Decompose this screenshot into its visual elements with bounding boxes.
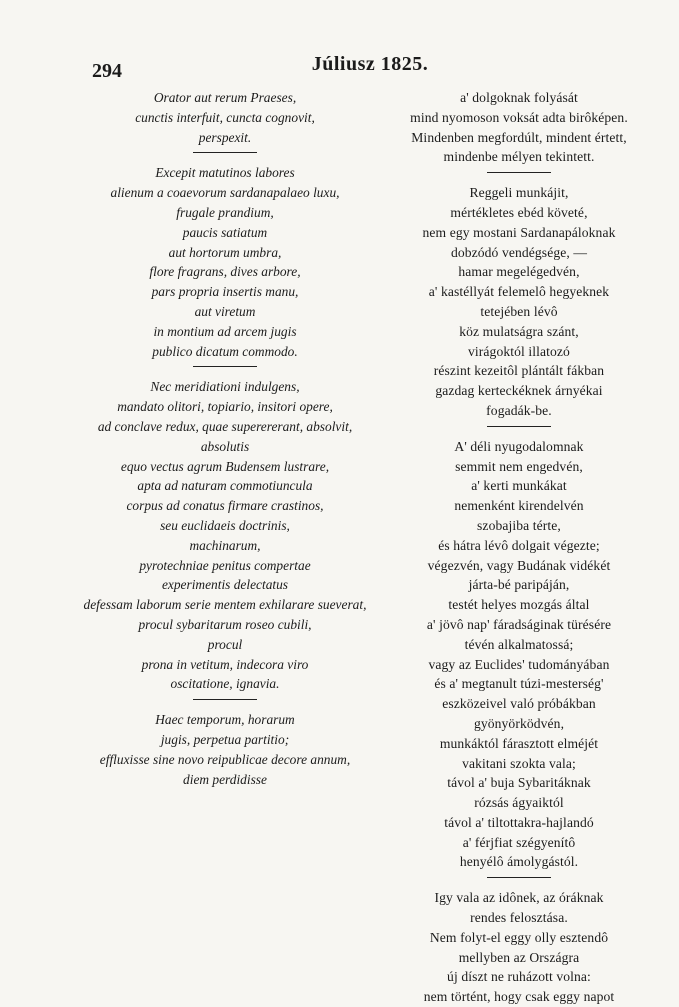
latin-text-line: oscitatione, ignavia. bbox=[170, 676, 280, 692]
hungarian-text-line: nem egy mostani Sardanapáloknak bbox=[422, 224, 616, 240]
latin-text-line: machinarum, bbox=[189, 537, 261, 553]
latin-text-line: equo vectus agrum Budensem lustrare, bbox=[120, 458, 330, 474]
latin-text-line: diem perdidisse bbox=[183, 771, 267, 787]
hungarian-text-line: vakitani szokta vala; bbox=[462, 755, 576, 771]
hungarian-text-line: és a' megtanult túzi-mesterség' bbox=[434, 676, 604, 692]
hungarian-text-line: A' déli nyugodalomnak bbox=[454, 438, 584, 454]
hungarian-text-line: a' férjfiat szégyenítô bbox=[462, 834, 576, 850]
hungarian-column bbox=[378, 88, 660, 1007]
hungarian-text-line: semmit nem engedvén, bbox=[455, 458, 583, 474]
latin-text-line: Haec temporum, horarum bbox=[155, 712, 295, 728]
hungarian-text-line: hamar megelégedvén, bbox=[458, 264, 580, 280]
latin-text-line: defessam laborum serie mentem exhilarare sueverat, bbox=[83, 597, 367, 613]
hungarian-text-line: mind nyomoson voksát adta birôképen. bbox=[410, 109, 628, 125]
hungarian-text-line: távol a' buja Sybaritáknak bbox=[447, 775, 591, 791]
latin-text-line: pars propria insertis manu, bbox=[151, 284, 299, 300]
hungarian-text-line: Mindenben megfordúlt, mindent értett, bbox=[411, 129, 627, 145]
latin-text-line: pyrotechniae penitus compertae bbox=[139, 557, 311, 573]
hungarian-text-line: nemenként kirendelvén bbox=[454, 498, 584, 514]
latin-text-line: flore fragrans, dives arbore, bbox=[149, 264, 301, 280]
hungarian-text-line: Igy vala az idônek, az óráknak bbox=[434, 890, 604, 906]
hungarian-text-line: új díszt ne ruházott volna: bbox=[447, 969, 591, 985]
hungarian-text-line: tetejében lévô bbox=[480, 303, 558, 319]
latin-text-line: publico dicatum commodo. bbox=[152, 343, 298, 359]
hungarian-text-line: testét helyes mozgás által bbox=[448, 597, 590, 613]
latin-text-line: perspexit. bbox=[198, 129, 252, 145]
latin-text-line: procul bbox=[207, 636, 243, 652]
hungarian-text-line: mindenbe mélyen tekintett. bbox=[443, 149, 595, 165]
latin-column bbox=[80, 88, 370, 789]
section-rule bbox=[487, 426, 551, 427]
latin-text-line: ad conclave redux, quae superererant, absolvit, bbox=[97, 418, 353, 434]
hungarian-text-line: virágoktól illatozó bbox=[468, 343, 570, 359]
hungarian-text-line: szobajiba térte, bbox=[477, 517, 561, 533]
section-rule bbox=[487, 172, 551, 173]
hungarian-text-line: gyönyörködvén, bbox=[473, 715, 565, 731]
hungarian-text-line: nem történt, hogy csak eggy napot bbox=[423, 989, 615, 1005]
latin-text-line: prona in vetitum, indecora viro bbox=[141, 656, 309, 672]
hungarian-text-line: mellyben az Országra bbox=[458, 949, 580, 965]
hungarian-text-line: járta-bé paripáján, bbox=[468, 577, 570, 593]
latin-text-line: procul sybaritarum roseo cubili, bbox=[138, 616, 312, 632]
hungarian-text-line: fogadák-be. bbox=[486, 402, 552, 418]
hungarian-text-line: gazdag kerteckéknek árnyékai bbox=[435, 383, 603, 399]
latin-text-line: in montium ad arcem jugis bbox=[153, 323, 297, 339]
latin-text-line: mandato olitori, topiario, insitori opere, bbox=[117, 399, 333, 415]
latin-text-line: frugale prandium, bbox=[176, 204, 274, 220]
section-rule bbox=[193, 699, 257, 700]
hungarian-text-line: és hátra lévô dolgait végezte; bbox=[438, 537, 600, 553]
hungarian-text-line: rózsás ágyaiktól bbox=[474, 795, 564, 811]
hungarian-text-line: vagy az Euclides' tudományában bbox=[428, 656, 610, 672]
hungarian-text-line: munkáktól fárasztott elméjét bbox=[439, 735, 599, 751]
hungarian-text-line: végezvén, vagy Budának vidékét bbox=[427, 557, 611, 573]
hungarian-text-line: mértékletes ebéd követé, bbox=[450, 204, 588, 220]
section-rule bbox=[193, 152, 257, 153]
hungarian-text-line: a' dolgoknak folyását bbox=[460, 90, 578, 105]
latin-text-line: Nec meridiationi indulgens, bbox=[150, 379, 300, 395]
hungarian-text-line: tévén alkalmatossá; bbox=[464, 636, 574, 652]
running-header: Júliusz 1825. bbox=[311, 53, 429, 75]
latin-text-line: aut viretum bbox=[194, 303, 256, 319]
latin-text-line: absolutis bbox=[200, 438, 250, 454]
latin-text-line: Excepit matutinos labores bbox=[155, 165, 295, 181]
hungarian-text-line: Reggeli munkájit, bbox=[469, 185, 569, 201]
hungarian-text-line: eszközeivel való próbákban bbox=[442, 696, 596, 712]
hungarian-text-line: távol a' tiltottakra-hajlandó bbox=[444, 814, 594, 830]
page-number: 294 bbox=[92, 60, 122, 82]
hungarian-text-line: rendes felosztása. bbox=[470, 910, 568, 926]
latin-text-line: aut hortorum umbra, bbox=[168, 244, 282, 260]
hungarian-text-line: köz mulatságra szánt, bbox=[459, 323, 579, 339]
latin-text-line: effluxisse sine novo reipublicae decore annum, bbox=[99, 751, 351, 767]
latin-text-line: paucis satiatum bbox=[182, 224, 268, 240]
hungarian-text-line: a' kastéllyát felemelô hegyeknek bbox=[428, 284, 610, 300]
hungarian-text-line: dobzódó vendégsége, — bbox=[450, 244, 588, 260]
latin-text-line: seu euclidaeis doctrinis, bbox=[160, 517, 290, 533]
hungarian-text-line: a' kerti munkákat bbox=[471, 478, 567, 494]
section-rule bbox=[193, 366, 257, 367]
hungarian-text-line: henyélô ámolygástól. bbox=[459, 854, 579, 870]
latin-text-line: Orator aut rerum Praeses, bbox=[153, 90, 297, 105]
hungarian-text-line: a' jövô nap' fáradságinak türésére bbox=[426, 616, 612, 632]
hungarian-text-line: részint kezeitôl plántált fákban bbox=[433, 363, 605, 379]
latin-text-line: cunctis interfuit, cuncta cognovit, bbox=[135, 109, 315, 125]
latin-text-line: corpus ad conatus firmare crastinos, bbox=[126, 498, 324, 514]
hungarian-text-line: Nem folyt-el eggy olly esztendô bbox=[429, 929, 609, 945]
section-rule bbox=[487, 877, 551, 878]
latin-text-line: experimentis delectatus bbox=[161, 577, 289, 593]
latin-text-line: apta ad naturam commotiuncula bbox=[137, 478, 313, 494]
latin-text-line: alienum a coaevorum sardanapalaeo luxu, bbox=[110, 185, 340, 201]
latin-text-line: jugis, perpetua partitio; bbox=[160, 731, 290, 747]
